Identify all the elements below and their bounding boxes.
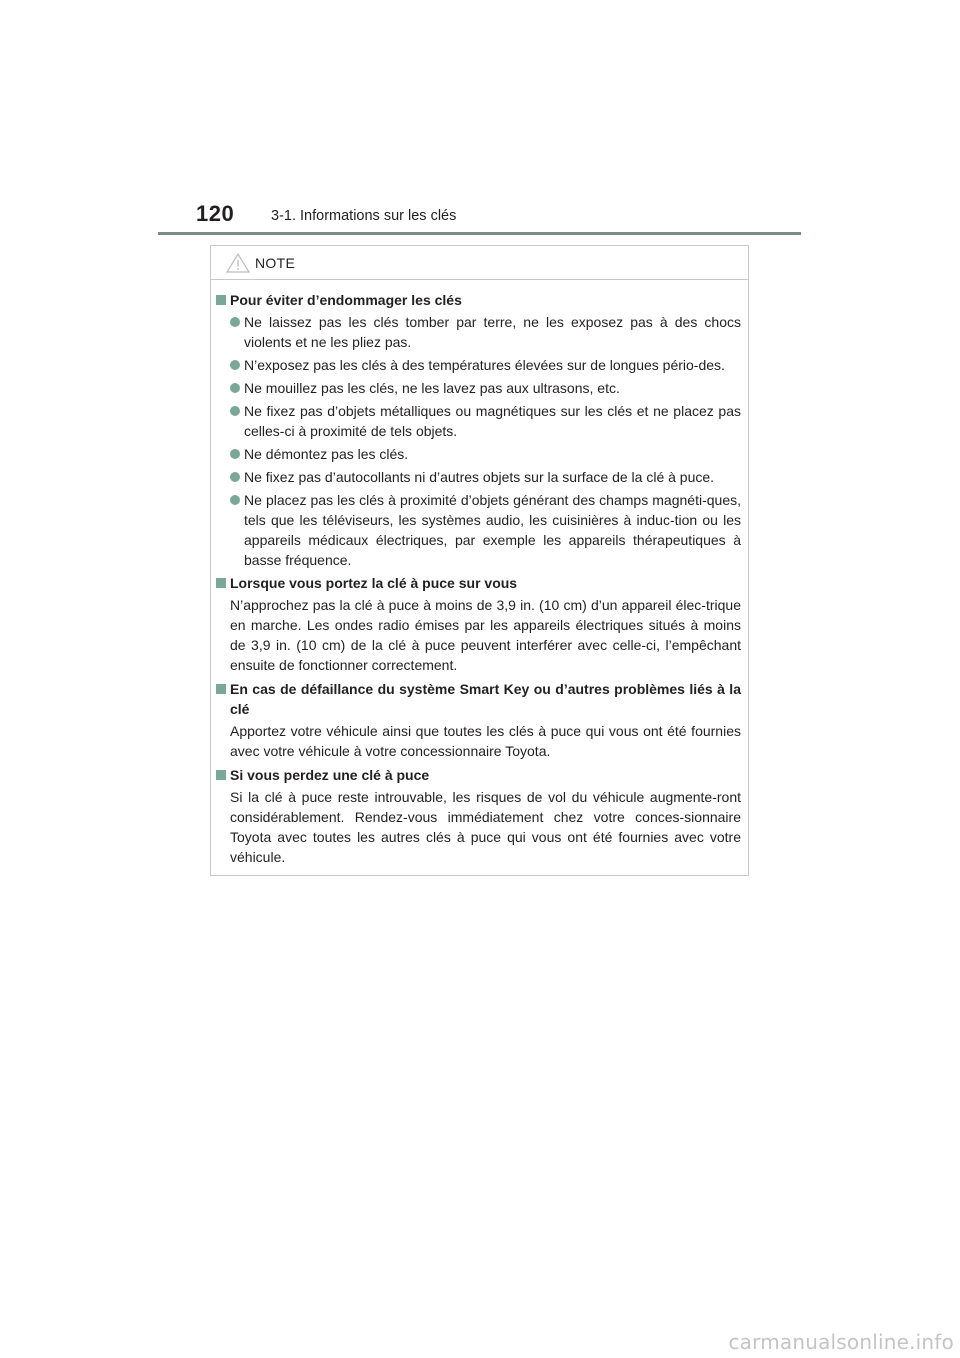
warning-triangle-icon: [226, 253, 250, 273]
note-box: [210, 245, 749, 876]
topic-title: Si vous perdez une clé à puce: [230, 767, 430, 783]
list-item-text: Ne démontez pas les clés.: [244, 446, 409, 462]
section-title: 3-1. Informations sur les clés: [271, 208, 457, 224]
bullet-circle-icon: [230, 449, 240, 459]
topic-paragraph: N’approchez pas la clé à puce à moins de 3,9 in. (10 cm) d’un appareil élec-trique en marche. Les ondes radio émises par les appareils électriques situés à moins de 3,9 in. (10 cm) de la clé à puce peuvent interférer avec celle-ci, l’empêchant ensuite de fonctionner correctement.: [230, 597, 741, 673]
bullet-circle-icon: [230, 406, 240, 416]
bullet-circle-icon: [230, 383, 240, 393]
list-item: [230, 444, 741, 464]
list-item: [230, 490, 741, 570]
topic-square-icon: [216, 578, 226, 588]
watermark: carmanualsonline.info: [728, 1330, 954, 1354]
list-item-text: N’exposez pas les clés à des températures élevées sur de longues pério-des.: [244, 357, 725, 373]
topic-square-icon: [216, 684, 226, 694]
list-item-text: Ne fixez pas d’autocollants ni d’autres objets sur la surface de la clé à puce.: [244, 469, 715, 485]
list-item-text: Ne mouillez pas les clés, ne les lavez pas aux ultrasons, etc.: [244, 380, 620, 396]
topic-paragraph: Apportez votre véhicule ainsi que toutes les clés à puce qui vous ont été fournies avec votre véhicule à votre concessionnaire Toyota.: [230, 723, 741, 759]
list-item-text: Ne placez pas les clés à proximité d’objets générant des champs magnéti-ques, tels que les téléviseurs, les systèmes audio, les cuisinières à induc-tion ou les appareils médicaux électriques, par exemple les appareils thérapeutiques à basse fréquence.: [244, 492, 741, 568]
bullet-circle-icon: [230, 317, 240, 327]
topic-title: Lorsque vous portez la clé à puce sur vous: [230, 575, 518, 591]
list-item: [230, 467, 741, 487]
page-number: 120: [196, 201, 235, 226]
list-item-text: Ne fixez pas d’objets métalliques ou magnétiques sur les clés et ne placez pas celles-ci à proximité de tels objets.: [244, 403, 741, 439]
topic-square-icon: [216, 770, 226, 780]
bullet-circle-icon: [230, 360, 240, 370]
bullet-circle-icon: [230, 472, 240, 482]
list-item: [230, 312, 741, 352]
note-body: [211, 280, 748, 867]
list-item: [230, 355, 741, 375]
bullet-circle-icon: [230, 495, 240, 505]
header-rule: [158, 232, 801, 235]
note-label: NOTE: [255, 255, 296, 271]
topic-title: Pour éviter d’endommager les clés: [230, 292, 462, 308]
topic-square-icon: [216, 295, 226, 305]
topic-lost-key: [216, 765, 741, 867]
topic-paragraph: Si la clé à puce reste introuvable, les risques de vol du véhicule augmente-ront considérablement. Rendez-vous immédiatement chez votre conces-sionnaire Toyota avec toutes les autres clés à puce qui vous ont été fournies avec votre véhicule.: [230, 789, 741, 865]
topic-title: En cas de défaillance du système Smart Key ou d’autres problèmes liés à la clé: [230, 681, 741, 717]
list-item-text: Ne laissez pas les clés tomber par terre, ne les exposez pas à des chocs violents et ne les pliez pas.: [244, 314, 741, 350]
topic-carrying-key: [216, 573, 741, 675]
topic-smart-key-failure: [216, 679, 741, 761]
topic-avoid-damage: [216, 290, 741, 570]
note-header: [211, 246, 748, 280]
list-item: [230, 401, 741, 441]
list-item: [230, 378, 741, 398]
